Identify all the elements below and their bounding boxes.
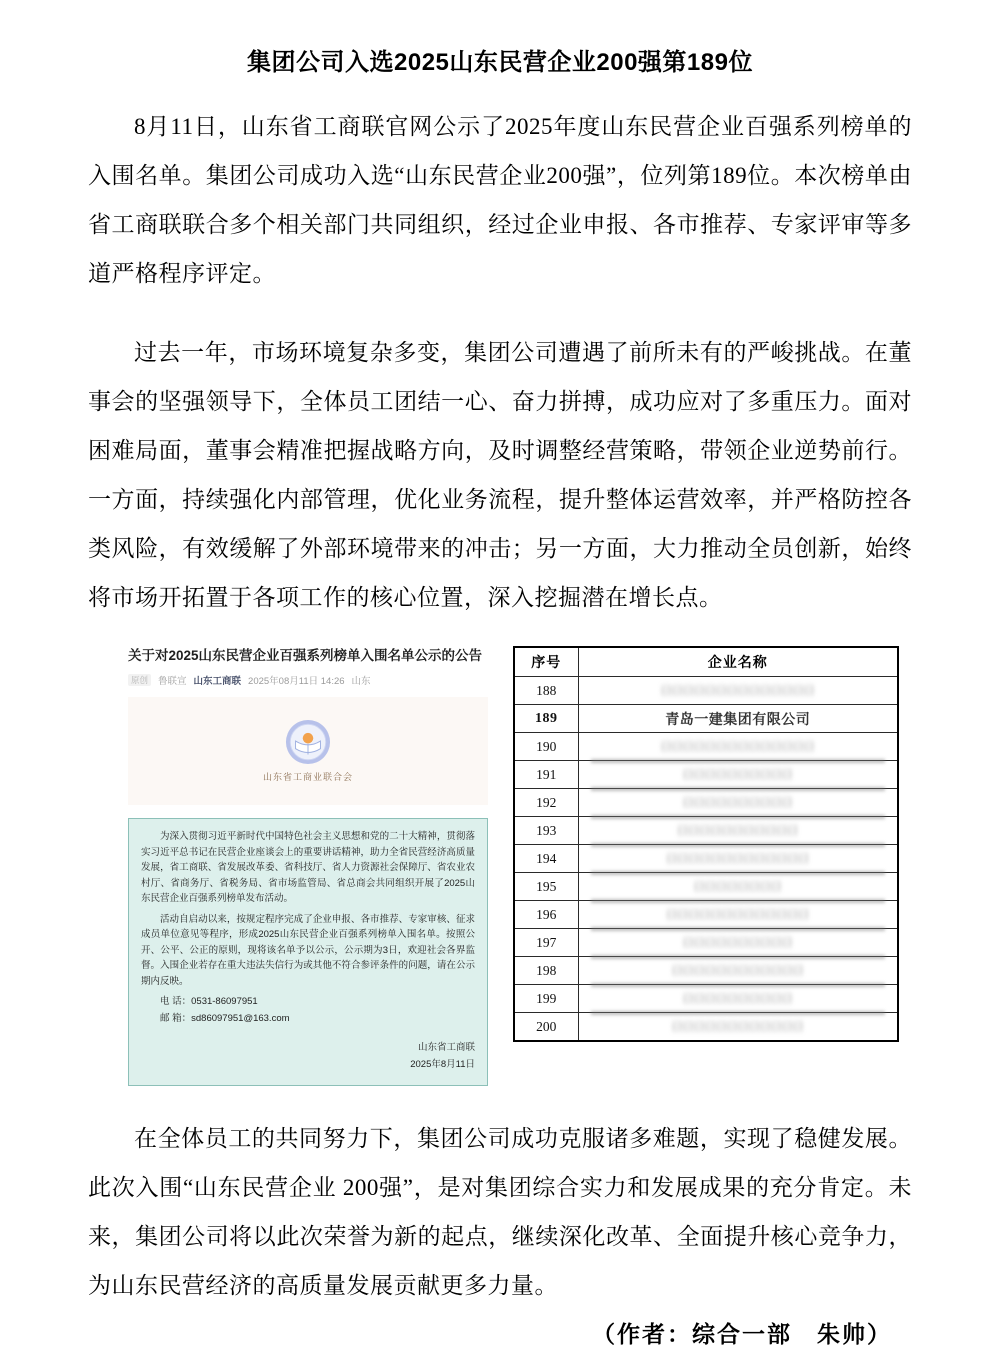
meta-account-link: 山东工商联 [193, 676, 242, 687]
masked-company-name: 口口口口口口口口口口口 [677, 824, 799, 838]
rank-value: 198 [514, 957, 578, 985]
masked-company-name: 口口口口口口口口口口 [682, 992, 793, 1006]
table-row-highlighted [514, 705, 898, 733]
rank-value: 191 [514, 761, 578, 789]
table-row [514, 901, 898, 929]
rank-value: 196 [514, 901, 578, 929]
table-row [514, 985, 898, 1013]
header-rank: 序号 [514, 647, 578, 677]
table-row [514, 761, 898, 789]
notice-signature: 山东省工商联 [417, 1042, 475, 1053]
logo-caption: 山东省工商业联合会 [262, 772, 353, 782]
masked-company-name: 口口口口口口口口 [693, 880, 782, 894]
masked-company-name: 口口口口口口口口口口口口 [671, 964, 804, 978]
notice-paragraph-1: 为深入贯彻习近平新时代中国特色社会主义思想和党的二十大精神，贯彻落实习近平总书记在民营企业座谈会上的重要讲话精神，助力全省民营经济高质量发展，省工商联、省发展改革委、省科技厅、省人力资源社会保障厅、省农业农村厅、省商务厅、省税务局、省市场监管局、省总商会共同组织开展了2025山东民营企业百强系列榜单发布活动。 [141, 831, 475, 904]
notice-phone: 电 话：0531-86097951 [160, 996, 258, 1007]
masked-company-name: 口口口口口口口口口口口口 [671, 1020, 804, 1034]
masked-company-name: 口口口口口口口口口口口口口口 [660, 740, 815, 754]
notice-box [128, 818, 488, 1086]
rank-value: 197 [514, 929, 578, 957]
original-badge: 原创 [128, 674, 151, 686]
notice-email: 邮 箱：sd86097951@163.com [160, 1012, 290, 1024]
masked-company-name: 口口口口口口口口口口口口口口 [660, 684, 815, 698]
table-row [514, 733, 898, 761]
paragraph-3: 在全体员工的共同努力下，集团公司成功克服诸多难题，实现了稳健发展。此次入围“山东民营企业 200强”，是对集团综合实力和发展成果的充分肯定。未来，集团公司将以此次荣誉为新的起点，继续深化改革、全面提升核心竞争力，为山东民营经济的高质量发展贡献更多力量。 [88, 1126, 912, 1298]
notice-paragraph-2: 活动自启动以来，按规定程序完成了企业申报、各市推荐、专家审核、征求成员单位意见等程序，形成2025山东民营企业百强系列榜单入围名单。按照公开、公平、公正的原则，现将该名单予以公示，公示期为3日，欢迎社会各界监督。入围企业若存在重大违法失信行为或其他不符合参评条件的问题，请在公示期内反映。 [141, 913, 475, 987]
banner-image [128, 697, 488, 805]
masked-company-name: 口口口口口口口口口口 [682, 936, 793, 950]
table-row [514, 817, 898, 845]
meta-author: 鲁联宣 [158, 676, 187, 687]
ranking-table [513, 646, 899, 1042]
table-row [514, 873, 898, 901]
masked-company-name: 口口口口口口口口口口口口口 [666, 852, 810, 866]
rank-value: 200 [514, 1013, 578, 1042]
federation-logo-icon [285, 719, 331, 765]
wechat-post-title: 关于对2025山东民营企业百强系列榜单入围名单公示的公告 [128, 648, 483, 663]
company-name: 青岛一建集团有限公司 [578, 705, 898, 733]
rank-value: 189 [514, 705, 578, 733]
rank-value: 195 [514, 873, 578, 901]
rank-value: 199 [514, 985, 578, 1013]
masked-company-name: 口口口口口口口口口口 [682, 768, 793, 782]
figures-row [128, 646, 912, 1086]
page-title: 集团公司入选2025山东民营企业200强第189位 [247, 49, 753, 76]
masked-company-name: 口口口口口口口口口口 [682, 796, 793, 810]
rank-value: 194 [514, 845, 578, 873]
table-row [514, 957, 898, 985]
notice-sign-date: 2025年8月11日 [410, 1059, 475, 1070]
wechat-post-meta [128, 673, 488, 687]
table-header-row [514, 647, 898, 677]
table-row [514, 677, 898, 705]
rank-value: 188 [514, 677, 578, 705]
table-row [514, 1013, 898, 1042]
table-row [514, 929, 898, 957]
wechat-post-screenshot [128, 646, 488, 1086]
meta-datetime: 2025年08月11日 14:26 [248, 676, 345, 687]
paragraph-1: 8月11日，山东省工商联官网公示了2025年度山东民营企业百强系列榜单的入围名单。集团公司成功入选“山东民营企业200强”，位列第189位。本次榜单由省工商联联合多个相关部门共同组织，经过企业申报、各市推荐、专家评审等多道严格程序评定。 [88, 114, 912, 286]
author-line: （作者：综合一部 朱帅） [592, 1322, 892, 1347]
table-row [514, 789, 898, 817]
header-company-name: 企业名称 [578, 647, 898, 677]
masked-company-name: 口口口口口口口口口口口口口 [666, 908, 810, 922]
rank-value: 190 [514, 733, 578, 761]
rank-value: 192 [514, 789, 578, 817]
paragraph-2: 过去一年，市场环境复杂多变，集团公司遭遇了前所未有的严峻挑战。在董事会的坚强领导下，全体员工团结一心、奋力拼搏，成功应对了多重压力。面对困难局面，董事会精准把握战略方向，及时调整经营策略，带领企业逆势前行。一方面，持续强化内部管理，优化业务流程，提升整体运营效率，并严格防控各类风险，有效缓解了外部环境带来的冲击；另一方面，大力推动全员创新，始终将市场开拓置于各项工作的核心位置，深入挖掘潜在增长点。 [88, 340, 912, 610]
table-row [514, 845, 898, 873]
meta-location: 山东 [351, 676, 371, 687]
rank-value: 193 [514, 817, 578, 845]
